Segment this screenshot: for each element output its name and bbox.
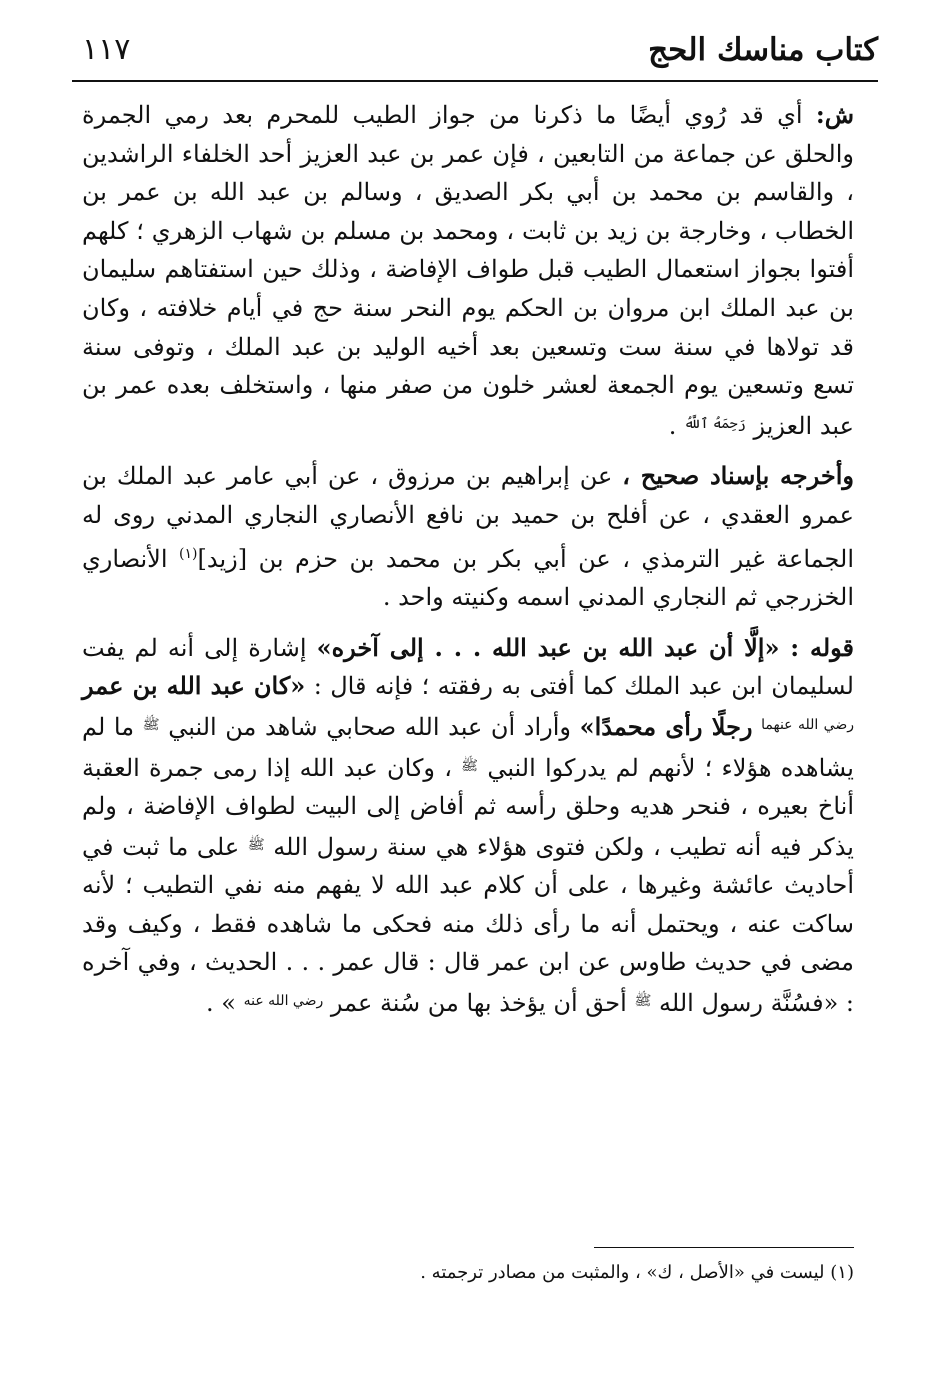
- paragraph-commentary: [82, 96, 854, 445]
- footnote: (١) ليست في «الأصل ، ك» ، والمثبت من مصادر ترجمته .: [420, 1262, 854, 1283]
- paragraph-text: عن إبراهيم بن مرزوق ، عن أبي عامر عبد الملك بن عمرو العقدي ، عن أفلح بن حميد بن نافع الأنصاري النجاري المدني روى له الجماعة غير الترمذي ، عن أبي بكر بن محمد بن حزم بن [زيد]: [82, 462, 854, 573]
- paragraph-text: الأنصاري الخزرجي ثم النجاري المدني اسمه وكنيته واحد .: [82, 544, 854, 612]
- paragraph-isnad: [82, 457, 854, 616]
- salawat-glyph: ﷺ: [247, 836, 265, 853]
- commentary-marker: ش:: [815, 100, 855, 129]
- quoted-text: «كان عبد الله بن عمر: [82, 671, 306, 701]
- salawat-glyph: ﷺ: [634, 993, 652, 1010]
- footnote-divider: [594, 1247, 854, 1248]
- paragraph-text: ، وكان عبد الله إذا رمى جمرة العقبة أناخ بعيره ، فنحر هديه وحلق رأسه ثم أفاض إلى البيت لطواف الإفاضة ، ولم يذكر فيه أنه تطيب ، ولكن فتوى هؤلاء هي سنة رسول الله: [82, 753, 854, 861]
- footnote-reference: (١): [179, 545, 198, 562]
- paragraph-text: وأراد أن عبد الله صحابي شاهد من النبي: [168, 712, 571, 741]
- header-divider: [72, 80, 878, 82]
- salawat-glyph: ﷺ: [142, 716, 160, 733]
- paragraph-text: أي قد رُوي أيضًا ما ذكرنا من جواز الطيب للمحرم بعد رمي الجمرة والحلق عن جماعة من التابعين ، فإن عمر بن عبد العزيز أحد الخلفاء الراشدين ، والقاسم بن محمد بن أبي بكر الصديق ، وسالم بن عبد الله بن عمر بن الخطاب ، وخارجة بن زيد بن ثابت ، ومحمد بن مسلم بن شهاب الزهري ؛ كلهم أفتوا بجواز استعمال الطيب قبل طواف الإفاضة ، وذلك حين استفتاهم سليمان بن عبد الملك ابن مروان بن الحكم يوم النحر سنة حج في أيام خلافته ، وكان قد تولاها في سنة ست وتسعين بعد أخيه الوليد بن عبد الملك ، وتوفى سنة تسع وتسعين يوم الجمعة لعشر خلون من صفر منها ، واستخلف بعده عمر بن عبد العزيز: [82, 101, 854, 440]
- paragraph-text: أحق أن يؤخذ بها من سُنة عمر: [330, 989, 627, 1018]
- honorific-glyph: رضي الله عنه: [243, 993, 324, 1010]
- paragraph-qawluhu: [82, 629, 854, 1023]
- page-number: ١١٧: [82, 32, 131, 67]
- paragraph-text: ما لم يشاهده هؤلاء ؛ لأنهم لم يدركوا النبي: [82, 712, 854, 782]
- paragraph-tail: » .: [206, 989, 236, 1018]
- paragraph-text: على ما ثبت في أحاديث عائشة وغيرها ، على أن كلام عبد الله لا يفهم منه نفي التطيب ؛ لأنه ساكت عنه ، ويحتمل أنه ما رأى ذلك منه فحكى ما شاهده فقط ، وكيف وقد مضى في حديث طاوس عن ابن عمر قال : قال عمر . . . الحديث ، وفي آخره : «فسُنَّة رسول الله: [82, 832, 854, 1018]
- honorific-glyph: رَحِمَهُ ٱللَّهُ: [683, 415, 746, 432]
- honorific-glyph: رضي الله عنهما: [761, 716, 854, 733]
- salawat-glyph: ﷺ: [461, 757, 479, 774]
- main-text: [82, 96, 854, 1035]
- page-header: [72, 22, 878, 74]
- paragraph-tail: .: [668, 411, 677, 440]
- running-title: كتاب مناسك الحج: [648, 32, 878, 68]
- paragraph-text: إشارة إلى أنه لم يفت لسليمان ابن عبد الملك كما أفتى به رفقته ؛ فإنه قال :: [82, 633, 854, 701]
- paragraph-lead: وأخرجه بإسناد صحيح ،: [622, 461, 854, 491]
- paragraph-lead: قوله : «إلَّا أن عبد الله بن عبد الله . . . إلى آخره»: [316, 632, 855, 662]
- quoted-text: رجلًا رأى محمدًا»: [579, 711, 753, 741]
